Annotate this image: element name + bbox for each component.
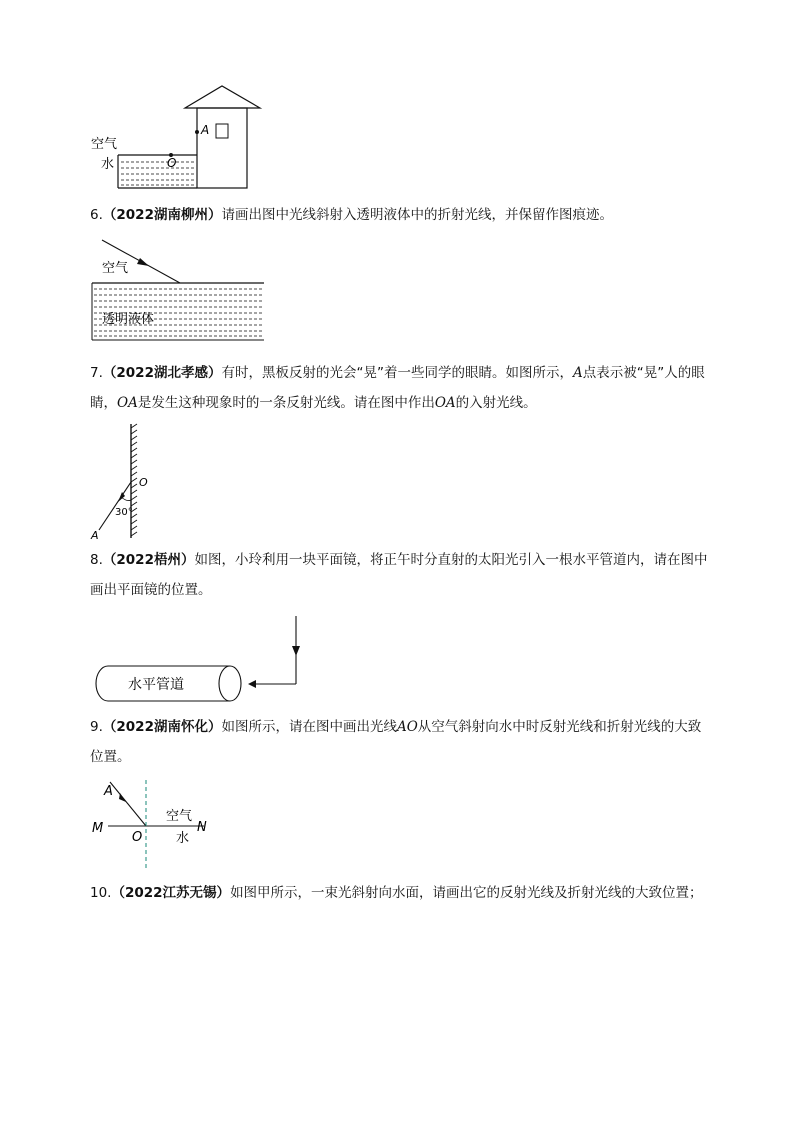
question-10 xyxy=(90,878,710,908)
point-a-dot xyxy=(195,130,199,134)
incident-ray-ao xyxy=(110,782,146,826)
house-window xyxy=(216,124,228,138)
point-a-label: A xyxy=(201,123,210,137)
figure-blackboard-mirror xyxy=(85,420,165,545)
blackboard-hatching xyxy=(131,424,137,536)
point-o-label: O xyxy=(167,156,177,170)
pipe-left-end xyxy=(96,666,108,701)
question-text-3: 是发生这种现象时的一条反射光线。请在图中作出 xyxy=(137,395,435,411)
question-text-1: 如图所示，请在图中画出光线 xyxy=(221,719,397,735)
var-oa: OA xyxy=(117,395,138,411)
figure-transparent-liquid xyxy=(90,236,270,346)
point-a-label: A xyxy=(91,529,99,542)
air-label: 空气 xyxy=(91,137,118,152)
ray-arrow xyxy=(137,258,149,266)
figure-horizontal-pipe xyxy=(90,612,310,707)
question-source: （2022湖南怀化） xyxy=(102,719,222,735)
water-region xyxy=(118,155,197,188)
question-text: 如图，小玲利用一块平面镜，将正午时分直射的太阳光引入一根水平管道内，请在图中画出平面镜的位置。 xyxy=(90,552,708,598)
point-o-label: O xyxy=(132,830,143,845)
question-number: 8. xyxy=(90,552,103,568)
ray-arrow-down xyxy=(292,646,300,656)
question-number: 6. xyxy=(90,207,103,223)
question-text-2: 点表示被“晃”人的眼睛， xyxy=(90,365,705,411)
figure-air-water-interface xyxy=(88,778,218,870)
question-number: 7. xyxy=(90,365,103,381)
question-8 xyxy=(90,545,710,605)
point-n-label: N xyxy=(197,820,207,835)
question-text-4: 的入射光线。 xyxy=(455,395,537,411)
water-label: 水 xyxy=(176,831,190,846)
question-number: 9. xyxy=(90,719,103,735)
point-a-label: A xyxy=(104,784,113,799)
question-text: 请画出图中光线斜射入透明液体中的折射光线，并保留作图痕迹。 xyxy=(221,207,613,223)
reflected-ray-oa xyxy=(99,482,131,530)
point-o-label: O xyxy=(139,476,148,489)
angle-label: 30° xyxy=(115,507,133,518)
question-text-2: 从空气斜射向水中时反射光线和折射光线的大致位置。 xyxy=(90,719,702,765)
water-label: 水 xyxy=(101,157,115,172)
air-label: 空气 xyxy=(102,261,129,276)
question-text-1: 有时，黑板反射的光会“晃”着一些同学的眼睛。如图所示， xyxy=(221,365,573,381)
question-source: （2022湖北孝感） xyxy=(102,365,222,381)
ray-arrow-left xyxy=(248,680,256,688)
var-ao: AO xyxy=(396,719,418,735)
figure-house-water xyxy=(85,78,275,193)
question-9 xyxy=(90,712,710,772)
question-source: （2022梧州） xyxy=(102,552,195,568)
point-m-label: M xyxy=(92,821,104,836)
pipe-label: 水平管道 xyxy=(128,677,184,693)
var-oa-2: OA xyxy=(434,395,456,411)
question-source: （2022湖南柳州） xyxy=(102,207,222,223)
house-wall xyxy=(197,108,247,188)
question-source: （2022江苏无锡） xyxy=(111,885,231,901)
question-text: 如图甲所示，一束光斜射向水面，请画出它的反射光线及折射光线的大致位置； xyxy=(230,885,703,901)
liquid-label: 透明液体 xyxy=(102,312,155,327)
var-a: A xyxy=(572,365,583,381)
ray-arrow xyxy=(119,793,126,802)
air-label: 空气 xyxy=(166,809,193,824)
question-6 xyxy=(90,200,710,230)
house-roof xyxy=(185,86,260,108)
pipe-opening xyxy=(219,666,241,701)
question-7 xyxy=(90,358,710,418)
question-number: 10. xyxy=(90,885,112,901)
